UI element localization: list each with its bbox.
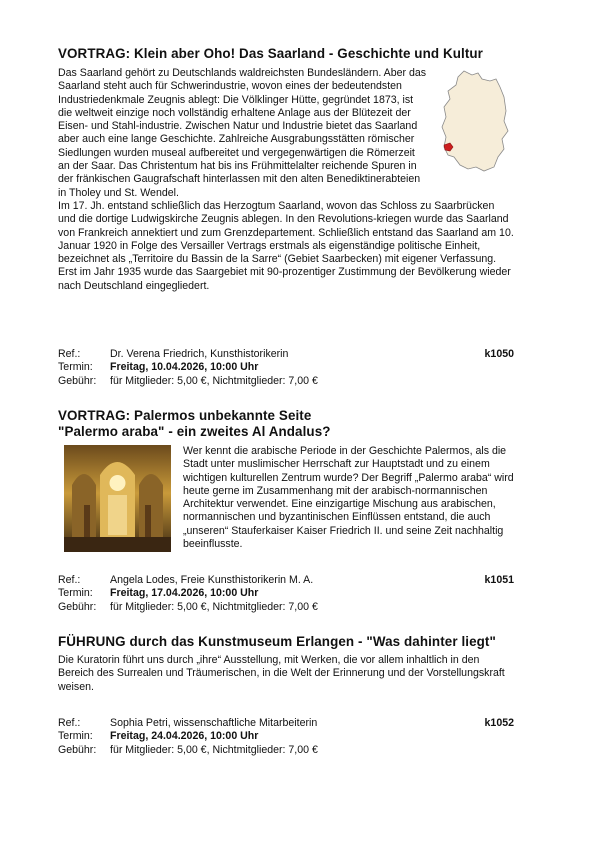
termin-row — [58, 730, 514, 743]
termin-value: Freitag, 24.04.2026, 10:00 Uhr — [110, 730, 259, 743]
fee-row — [58, 601, 514, 614]
termin-label: Termin: — [58, 587, 93, 600]
event-meta — [58, 717, 514, 757]
fee-label: Gebühr: — [58, 743, 97, 756]
event-description: Wer kennt die arabische Periode in der Geschichte Palermos, als die Stadt unter muslimischer Herrschaft zur Hauptstadt und zu einem wichtigen kulturellen Zentrum wurde? Der Begriff „Palermo araba“ wird heute gerne im Zusammenhang mit der arabisch-normannischen Architektur verwendet. Eine einzigartige Mischung aus arabischen, normannischen und byzantinischen Einflüssen entstand, die auch „unseren“ Stauferkaiser Kaiser Friedrich II. und seine Zeit nachhaltig beeinflusste. — [183, 445, 514, 551]
termin-row — [58, 361, 514, 374]
fee-row — [58, 744, 514, 757]
fee-value: für Mitglieder: 5,00 €, Nichtmitglieder: 7,00 € — [110, 374, 318, 387]
course-code: k1052 — [484, 717, 514, 729]
event-description: Die Kuratorin führt uns durch „ihre“ Ausstellung, mit Werken, die vor allem inhaltlich in den Bereich des Surrealen und Träumerischen, in die Welt der Erinnerung und der Vorstellungskraft weisen. — [58, 654, 505, 693]
event-description: Das Saarland gehört zu Deutschlands waldreichsten Bundesländern. Aber das Saarland steht auch für Schwerindustrie, wovon eines der bedeutendsten Industriedenkmale Zeugnis ablegt: Die Völklinger Hütte, gegründet 1873, ist die weltweit einzige noch vollständig erhaltene Anlage aus der Blütezeit der Eisen- und Stahl-industrie. Zwischen Natur und Industrie bietet das Saarland aber auch eine lange Geschichte. Zahlreiche Ausgrabungsstätten römischer Siedlungen wurden museal aufbereitet und vergegenwärtigen die Römerzeit an der Saar. Das Christentum hat bis ins Frühmittelalter reichende Spuren in der fränkischen Gaugrafschaft hinterlassen mit den alten Benediktinerabteien in Tholey und St. Wendel. — [58, 67, 427, 199]
termin-label: Termin: — [58, 361, 93, 374]
termin-label: Termin: — [58, 730, 93, 743]
ref-value: Dr. Verena Friedrich, Kunsthistorikerin — [110, 348, 289, 360]
ref-label: Ref.: — [58, 574, 81, 586]
fee-label: Gebühr: — [58, 374, 97, 387]
fee-row — [58, 375, 514, 388]
course-code: k1050 — [484, 348, 514, 360]
event-title-line1: VORTRAG: Palermos unbekannte Seite — [58, 408, 312, 423]
palermo-chapel-interior-photo — [64, 445, 171, 552]
map-germany-image — [434, 67, 514, 173]
event-meta — [58, 348, 514, 388]
fee-value: für Mitglieder: 5,00 €, Nichtmitglieder: 7,00 € — [110, 743, 318, 756]
event-title-line2: "Palermo araba" - ein zweites Al Andalus? — [58, 424, 331, 439]
course-code: k1051 — [484, 574, 514, 586]
termin-value: Freitag, 17.04.2026, 10:00 Uhr — [110, 587, 259, 600]
fee-label: Gebühr: — [58, 600, 97, 613]
ref-value: Sophia Petri, wissenschaftliche Mitarbeiterin — [110, 717, 318, 729]
event-meta — [58, 574, 514, 614]
event-description: Im 17. Jh. entstand schließlich das Herzogtum Saarland, wovon das Schloss zu Saarbrücken und die dortige Ludwigskirche Zeugnis ablegen. In den Revolutions-kriegen wurde das Saarland von Frankreich annektiert und zum Grenzdepartement. Schließlich entstand das Saarland am 10. Januar 1920 in Folge des Versailler Vertrags erstmals als eigenständige politische Einheit, bezeichnet als „Territoire du Bassin de la Sarre“ (Gebiet Saarbecken) mit eigener Verfassung. Erst im Jahr 1935 wurde das Saargebiet mit 90-prozentiger Zustimmung der Bevölkerung wieder nach Deutschland eingegliedert. — [58, 199, 514, 292]
ref-label: Ref.: — [58, 348, 81, 360]
event-saarland — [58, 46, 514, 293]
event-palermo — [58, 408, 514, 554]
palermo-image — [64, 445, 171, 552]
ref-row — [58, 717, 514, 730]
termin-row — [58, 587, 514, 600]
event-title: FÜHRUNG durch das Kunstmuseum Erlangen - "Was dahinter liegt" — [58, 634, 496, 649]
fee-value: für Mitglieder: 5,00 €, Nichtmitglieder: 7,00 € — [110, 600, 318, 613]
event-kunstmuseum — [58, 634, 514, 694]
ref-row — [58, 348, 514, 361]
map-germany-saarland-icon — [434, 67, 514, 173]
event-title: VORTRAG: Klein aber Oho! Das Saarland - Geschichte und Kultur — [58, 46, 483, 61]
termin-value: Freitag, 10.04.2026, 10:00 Uhr — [110, 361, 259, 374]
ref-value: Angela Lodes, Freie Kunsthistorikerin M. A. — [110, 574, 314, 586]
ref-row — [58, 574, 514, 587]
ref-label: Ref.: — [58, 717, 81, 729]
